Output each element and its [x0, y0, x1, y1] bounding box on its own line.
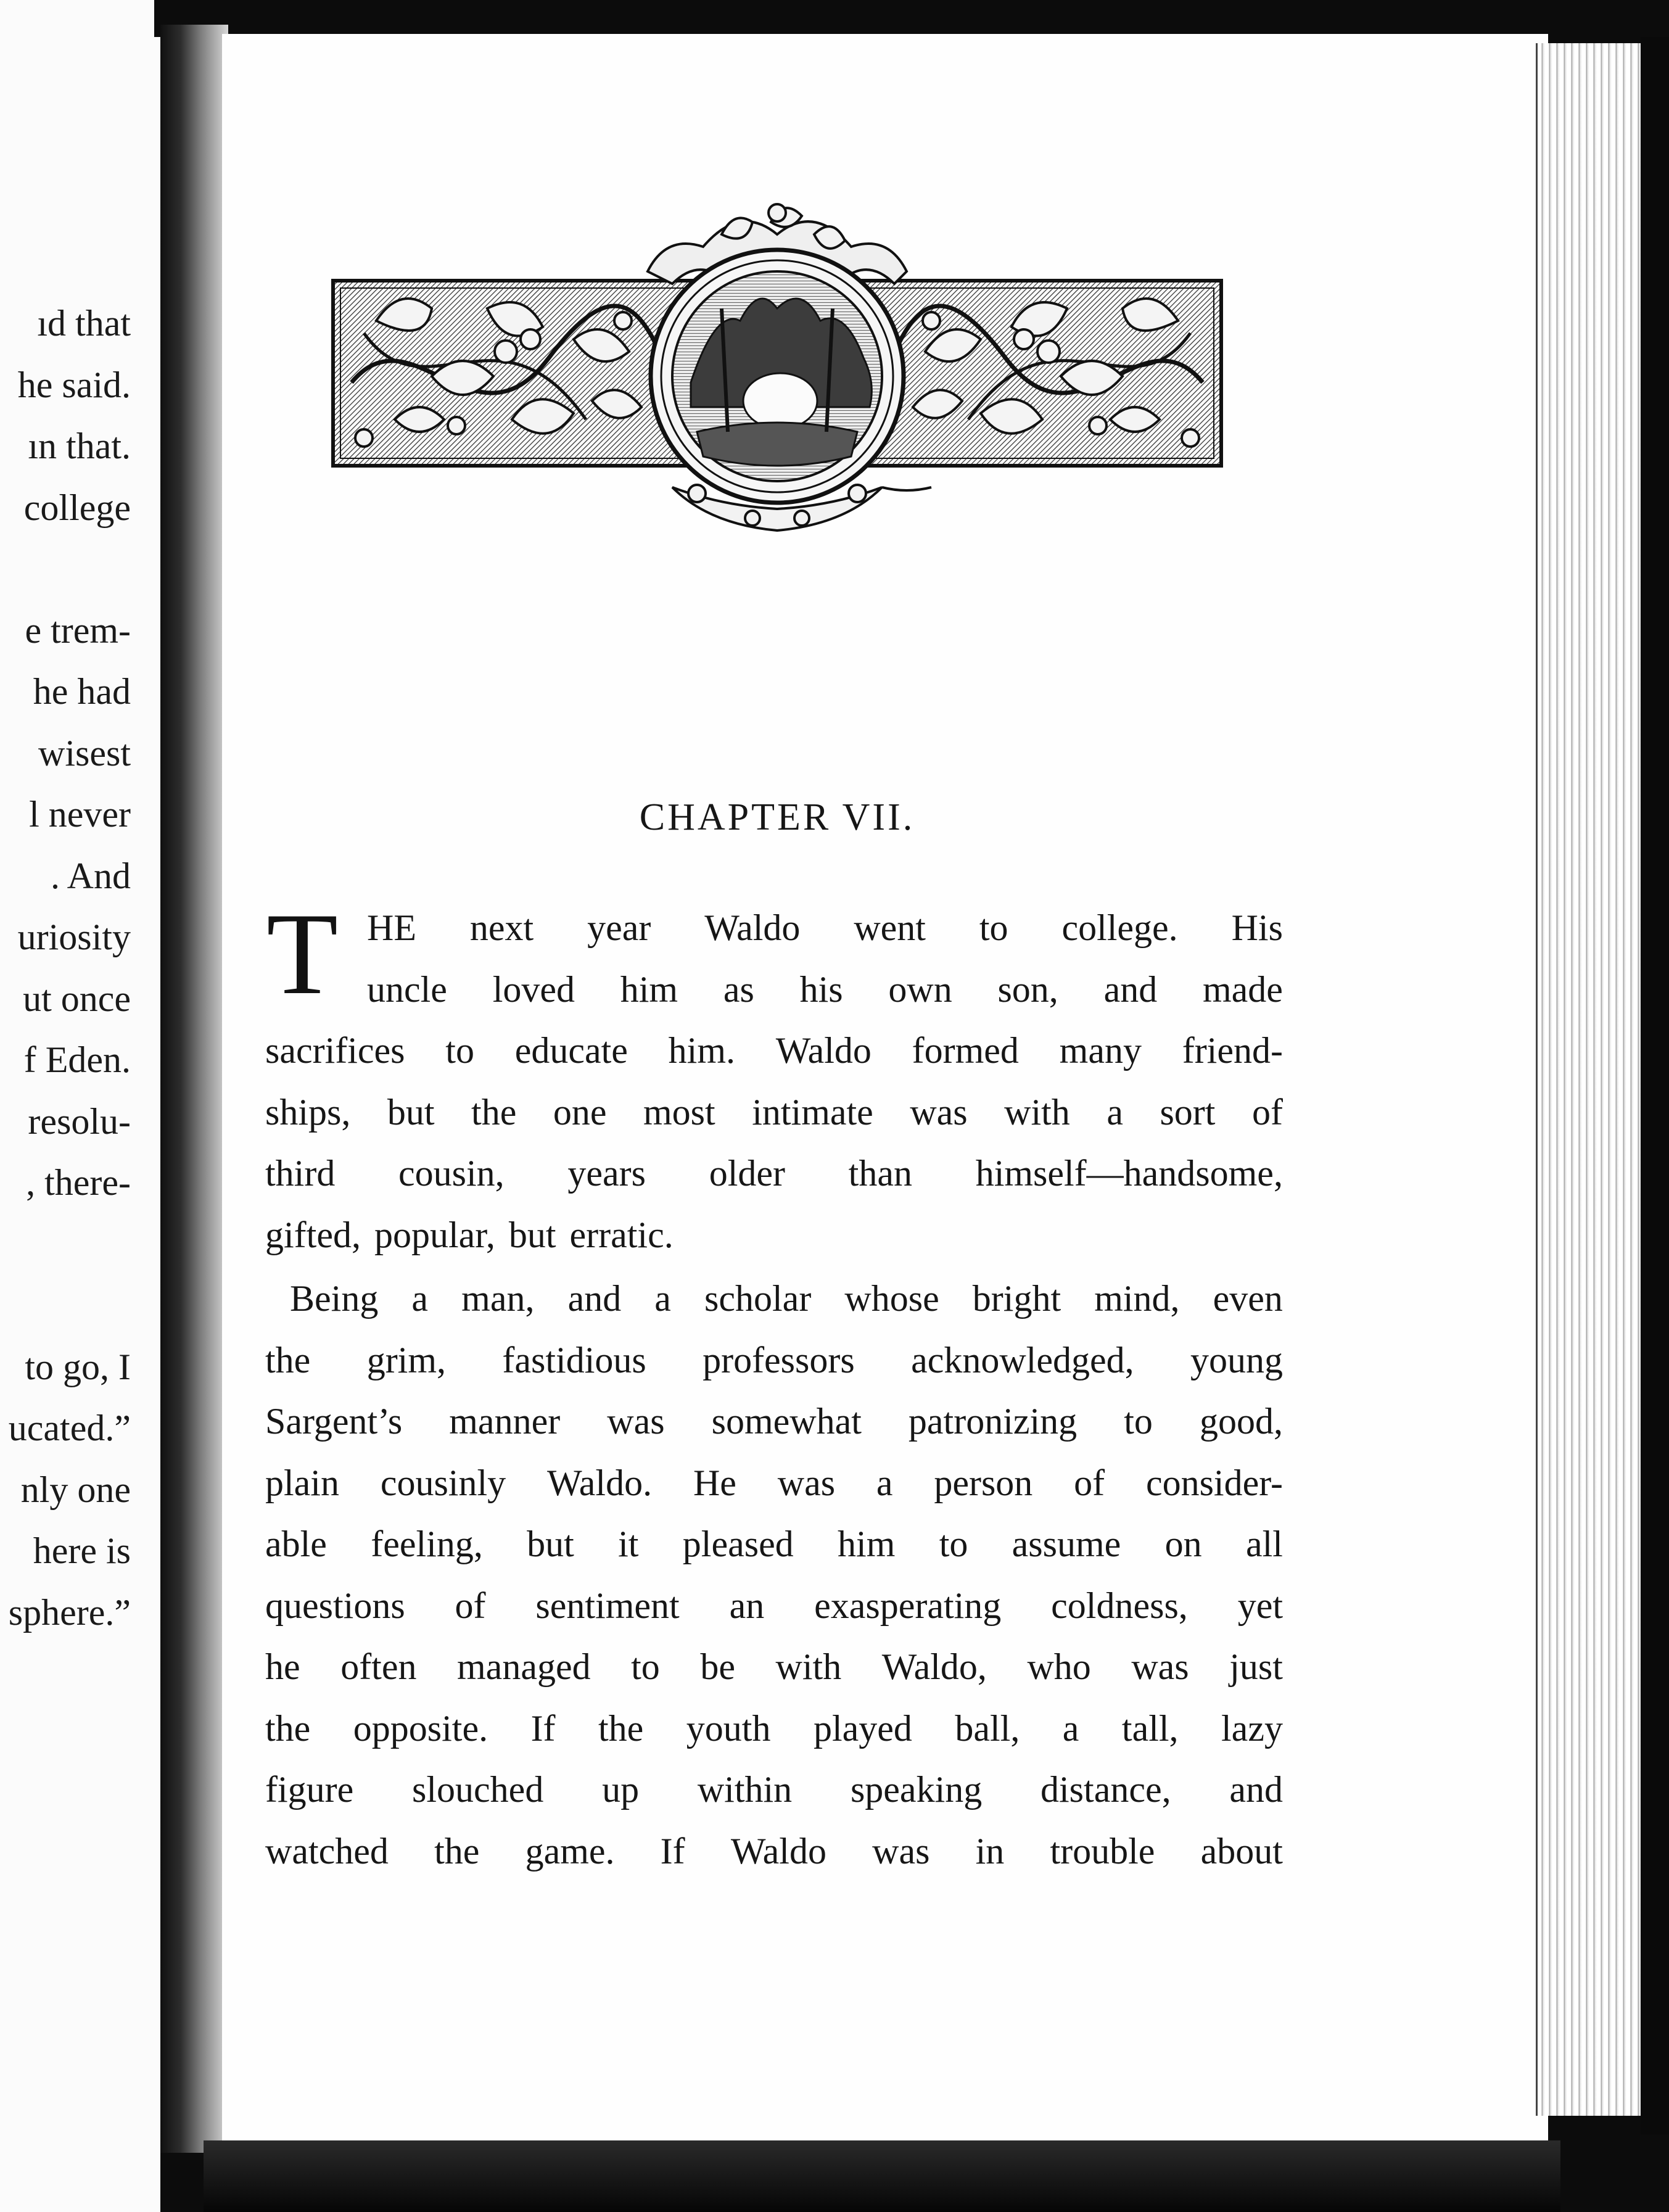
word: to: [1124, 1401, 1153, 1442]
word: on: [1164, 1524, 1202, 1564]
word: scholar: [704, 1278, 812, 1319]
word: loved: [492, 968, 575, 1010]
facing-page-line: he had: [33, 671, 131, 712]
word: next: [469, 907, 534, 948]
text-line: [265, 1205, 1283, 1266]
facing-page-line: ıd that: [37, 303, 131, 344]
word: him.: [668, 1030, 735, 1071]
word: Being: [290, 1278, 379, 1319]
facing-page-line: e trem-: [25, 609, 131, 651]
word: slouched: [412, 1769, 544, 1810]
word: exasperating: [814, 1585, 1002, 1626]
word: he: [265, 1646, 300, 1687]
word: but: [387, 1091, 435, 1133]
word: third: [265, 1153, 336, 1194]
word: good,: [1199, 1401, 1283, 1442]
text-line: [265, 1698, 1283, 1760]
word: a: [411, 1278, 429, 1319]
text-line: [265, 1391, 1283, 1453]
word: a: [1062, 1707, 1079, 1749]
facing-page-line: f Eden.: [23, 1039, 131, 1080]
word: own: [888, 968, 952, 1010]
word: and: [1103, 968, 1158, 1010]
word: him: [620, 968, 678, 1010]
word: than: [848, 1153, 912, 1194]
word: speaking: [850, 1769, 983, 1810]
facing-page-line: he said.: [17, 364, 131, 405]
word: erratic.: [569, 1214, 674, 1255]
word: most: [643, 1091, 715, 1133]
facing-page-line: uriosity: [17, 917, 131, 957]
word: grim,: [366, 1339, 447, 1380]
word: was: [607, 1401, 665, 1442]
facing-page-line: wisest: [38, 732, 131, 774]
word: older: [709, 1153, 785, 1194]
word: and: [1229, 1769, 1283, 1810]
word: was: [777, 1462, 836, 1503]
word: the: [265, 1339, 311, 1380]
word: up: [602, 1769, 640, 1810]
word: within: [697, 1769, 793, 1810]
word: bright: [972, 1278, 1061, 1319]
word: to: [939, 1524, 968, 1564]
word: and: [567, 1278, 622, 1319]
word: a: [1106, 1091, 1123, 1133]
word: year: [587, 907, 651, 948]
page-edges-shadow: [1641, 37, 1669, 2134]
word: young: [1190, 1339, 1283, 1380]
word: person: [934, 1462, 1033, 1503]
word: sort: [1160, 1091, 1216, 1133]
word: of: [1251, 1091, 1283, 1133]
word: If: [530, 1707, 556, 1749]
word: whose: [844, 1278, 939, 1319]
word: the: [265, 1707, 311, 1749]
text-line: [265, 1575, 1283, 1637]
word: cousinly: [380, 1462, 506, 1503]
word: as: [723, 968, 754, 1010]
text-line: [265, 1514, 1283, 1575]
facing-page-line: ın that.: [28, 426, 131, 466]
facing-page-line: . And: [50, 855, 131, 896]
word: Sargent’s: [265, 1401, 403, 1442]
word: be: [700, 1646, 735, 1687]
word: of: [1074, 1462, 1105, 1503]
word: friend-: [1182, 1030, 1283, 1071]
page-edges: [1536, 43, 1642, 2116]
word: him: [838, 1524, 896, 1564]
word: ships,: [265, 1091, 351, 1133]
word: was: [1131, 1646, 1189, 1687]
word: who: [1027, 1646, 1091, 1687]
word: mind,: [1094, 1278, 1180, 1319]
word: it: [618, 1524, 639, 1564]
word: his: [799, 968, 843, 1010]
facing-page-line: resolu-: [28, 1100, 131, 1142]
word: Waldo: [730, 1830, 826, 1872]
word: uncle: [367, 968, 447, 1010]
word: plain: [265, 1462, 339, 1503]
word: consider-: [1145, 1462, 1283, 1503]
word: but: [527, 1524, 574, 1564]
word: youth: [686, 1707, 771, 1749]
word: professors: [703, 1339, 855, 1380]
word: was: [872, 1830, 930, 1872]
word: college.: [1061, 907, 1178, 948]
word: sentiment: [535, 1585, 680, 1626]
word: sacrifices: [265, 1030, 405, 1071]
word: man,: [461, 1278, 535, 1319]
facing-page-line: , there-: [26, 1162, 131, 1203]
facing-page-line: ucated.”: [8, 1408, 131, 1448]
word: went: [854, 907, 926, 948]
word: but: [508, 1214, 556, 1255]
word: with: [1004, 1091, 1070, 1133]
word: Waldo: [775, 1030, 872, 1071]
text-line: [265, 1082, 1283, 1144]
word: all: [1245, 1524, 1283, 1564]
word: to: [445, 1030, 474, 1071]
word: manner: [449, 1401, 561, 1442]
word: a: [654, 1278, 671, 1319]
word: of: [455, 1585, 486, 1626]
word: game.: [525, 1830, 615, 1872]
facing-page-line: to go, I: [25, 1346, 131, 1387]
paragraph-2: [265, 1268, 1283, 1882]
word: himself—handsome,: [975, 1153, 1283, 1194]
word: years: [567, 1153, 646, 1194]
word: to: [979, 907, 1008, 948]
word: with: [775, 1646, 842, 1687]
word: assume: [1012, 1524, 1121, 1564]
text-line: [265, 1268, 1283, 1330]
word: just: [1229, 1646, 1283, 1687]
word: educate: [514, 1030, 628, 1071]
word: able: [265, 1524, 327, 1564]
facing-page-line: sphere.”: [8, 1591, 131, 1633]
word: to: [631, 1646, 660, 1687]
facing-page-line: here is: [33, 1530, 131, 1571]
text-line: [265, 1330, 1283, 1392]
word: ball,: [955, 1707, 1020, 1749]
word: yet: [1237, 1585, 1283, 1626]
word: the: [471, 1091, 517, 1133]
facing-page-line: college: [23, 487, 131, 528]
word: patronizing: [908, 1401, 1078, 1442]
word: figure: [265, 1769, 354, 1810]
word: feeling,: [371, 1524, 483, 1564]
text-line: [265, 898, 1283, 959]
paragraph-1: [265, 889, 1283, 1266]
headpiece-ornament: [327, 197, 1227, 543]
text-line: [265, 1453, 1283, 1514]
word: an: [729, 1585, 765, 1626]
bottom-shadow: [204, 2140, 1560, 2212]
word: the: [434, 1830, 480, 1872]
word: in: [975, 1830, 1005, 1872]
word: made: [1202, 968, 1283, 1010]
word: Waldo,: [881, 1646, 987, 1687]
word: His: [1231, 907, 1283, 948]
word: played: [813, 1707, 912, 1749]
word: HE: [367, 907, 416, 948]
text-line: [265, 1821, 1283, 1883]
word: often: [340, 1646, 417, 1687]
word: He: [693, 1462, 736, 1503]
word: If: [660, 1830, 685, 1872]
text-line: [265, 1759, 1283, 1821]
facing-page-line: l never: [29, 794, 131, 835]
word: intimate: [752, 1091, 873, 1133]
word: trouble: [1050, 1830, 1155, 1872]
text-line: [265, 1636, 1283, 1698]
word: distance,: [1041, 1769, 1171, 1810]
word: managed: [457, 1646, 591, 1687]
word: gifted,: [265, 1214, 361, 1255]
word: formed: [912, 1030, 1019, 1071]
word: tall,: [1121, 1707, 1179, 1749]
word: watched: [265, 1830, 389, 1872]
word: lazy: [1221, 1707, 1283, 1749]
facing-page-line: ut once: [23, 978, 131, 1019]
word: acknowledged,: [911, 1339, 1134, 1380]
word: popular,: [374, 1214, 495, 1255]
word: fastidious: [502, 1339, 646, 1380]
facing-page: [0, 0, 160, 2212]
word: pleased: [682, 1524, 794, 1564]
text-line: [265, 1143, 1283, 1205]
word: was: [910, 1091, 968, 1133]
word: one: [553, 1091, 607, 1133]
book-gutter: [160, 25, 228, 2153]
word: coldness,: [1051, 1585, 1188, 1626]
word: Waldo.: [546, 1462, 653, 1503]
word: a: [876, 1462, 893, 1503]
text-line: [265, 1020, 1283, 1082]
text-line: [265, 959, 1283, 1021]
word: the: [598, 1707, 644, 1749]
drop-cap-initial: T: [266, 889, 339, 1019]
word: opposite.: [353, 1707, 488, 1749]
word: Waldo: [704, 907, 801, 948]
word: even: [1213, 1278, 1283, 1319]
word: cousin,: [398, 1153, 505, 1194]
facing-page-line: nly one: [20, 1469, 131, 1510]
chapter-heading: CHAPTER VII.: [639, 796, 915, 838]
word: many: [1059, 1030, 1142, 1071]
word: somewhat: [711, 1401, 862, 1442]
word: questions: [265, 1585, 405, 1626]
word: about: [1200, 1830, 1283, 1872]
word: son,: [997, 968, 1058, 1010]
